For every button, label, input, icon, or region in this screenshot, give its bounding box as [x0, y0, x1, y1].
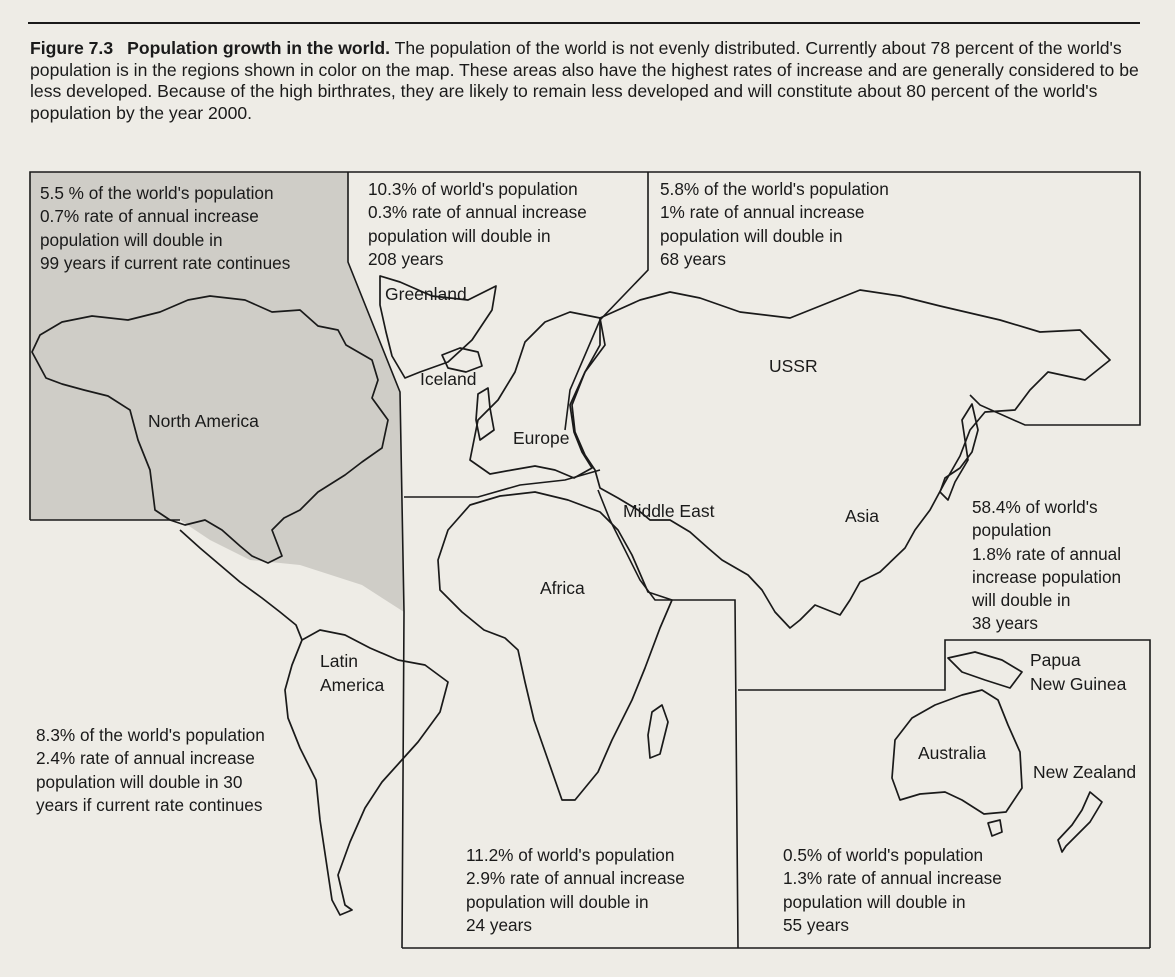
asia-stats: 58.4% of world's population 1.8% rate of annual increase population will double in 38 years — [972, 497, 1122, 634]
label-iceland: Iceland — [420, 369, 477, 389]
label-europe: Europe — [513, 428, 570, 448]
japan-outline — [940, 404, 978, 500]
africa-outline — [438, 492, 672, 800]
latin-america-stats: 8.3% of the world's population 2.4% rate of annual increase population will double in 30 years if current rate continues — [36, 725, 265, 815]
ussr-stats: 5.8% of the world's population 1% rate of annual increase population will double in 68 years — [660, 179, 889, 269]
new-zealand-outline — [1058, 792, 1102, 852]
europe-stats: 10.3% of world's population 0.3% rate of annual increase population will double in 208 years — [368, 179, 587, 269]
africa-stats: 11.2% of world's population 2.9% rate of annual increase population will double in 24 years — [466, 845, 685, 935]
label-papua-new-guinea: Papua New Guinea — [1030, 650, 1127, 694]
new-guinea-outline — [948, 652, 1022, 688]
tasmania-outline — [988, 820, 1002, 836]
label-ussr: USSR — [769, 356, 818, 376]
label-north-america: North America — [148, 411, 259, 431]
north-america-stats: 5.5 % of the world's population 0.7% rate of annual increase population will double in 99 years if current rate continues — [40, 183, 291, 273]
label-middle-east: Middle East — [623, 501, 715, 521]
oceania-stats: 0.5% of world's population 1.3% rate of annual increase population will double in 55 years — [783, 845, 1002, 935]
figure-caption-text: The population of the world is not evenly distributed. Currently about 78 percent of the world's population is in the regions shown in color on the map. These areas also have the highest rates of increase and are generally considered to be less developed. Because of the high birthrates, they are likely to remain less developed and will constitute about 80 percent of the world's population by the year 2000. — [30, 38, 1139, 123]
label-latin-america: Latin America — [320, 651, 385, 695]
label-australia: Australia — [918, 743, 987, 763]
label-africa: Africa — [540, 578, 585, 598]
figure-title: Population growth in the world. — [127, 38, 391, 58]
madagascar-outline — [648, 705, 668, 758]
label-new-zealand: New Zealand — [1033, 762, 1137, 782]
label-greenland: Greenland — [385, 284, 467, 304]
figure-number: Figure 7.3 — [30, 38, 114, 58]
label-asia: Asia — [845, 506, 880, 526]
